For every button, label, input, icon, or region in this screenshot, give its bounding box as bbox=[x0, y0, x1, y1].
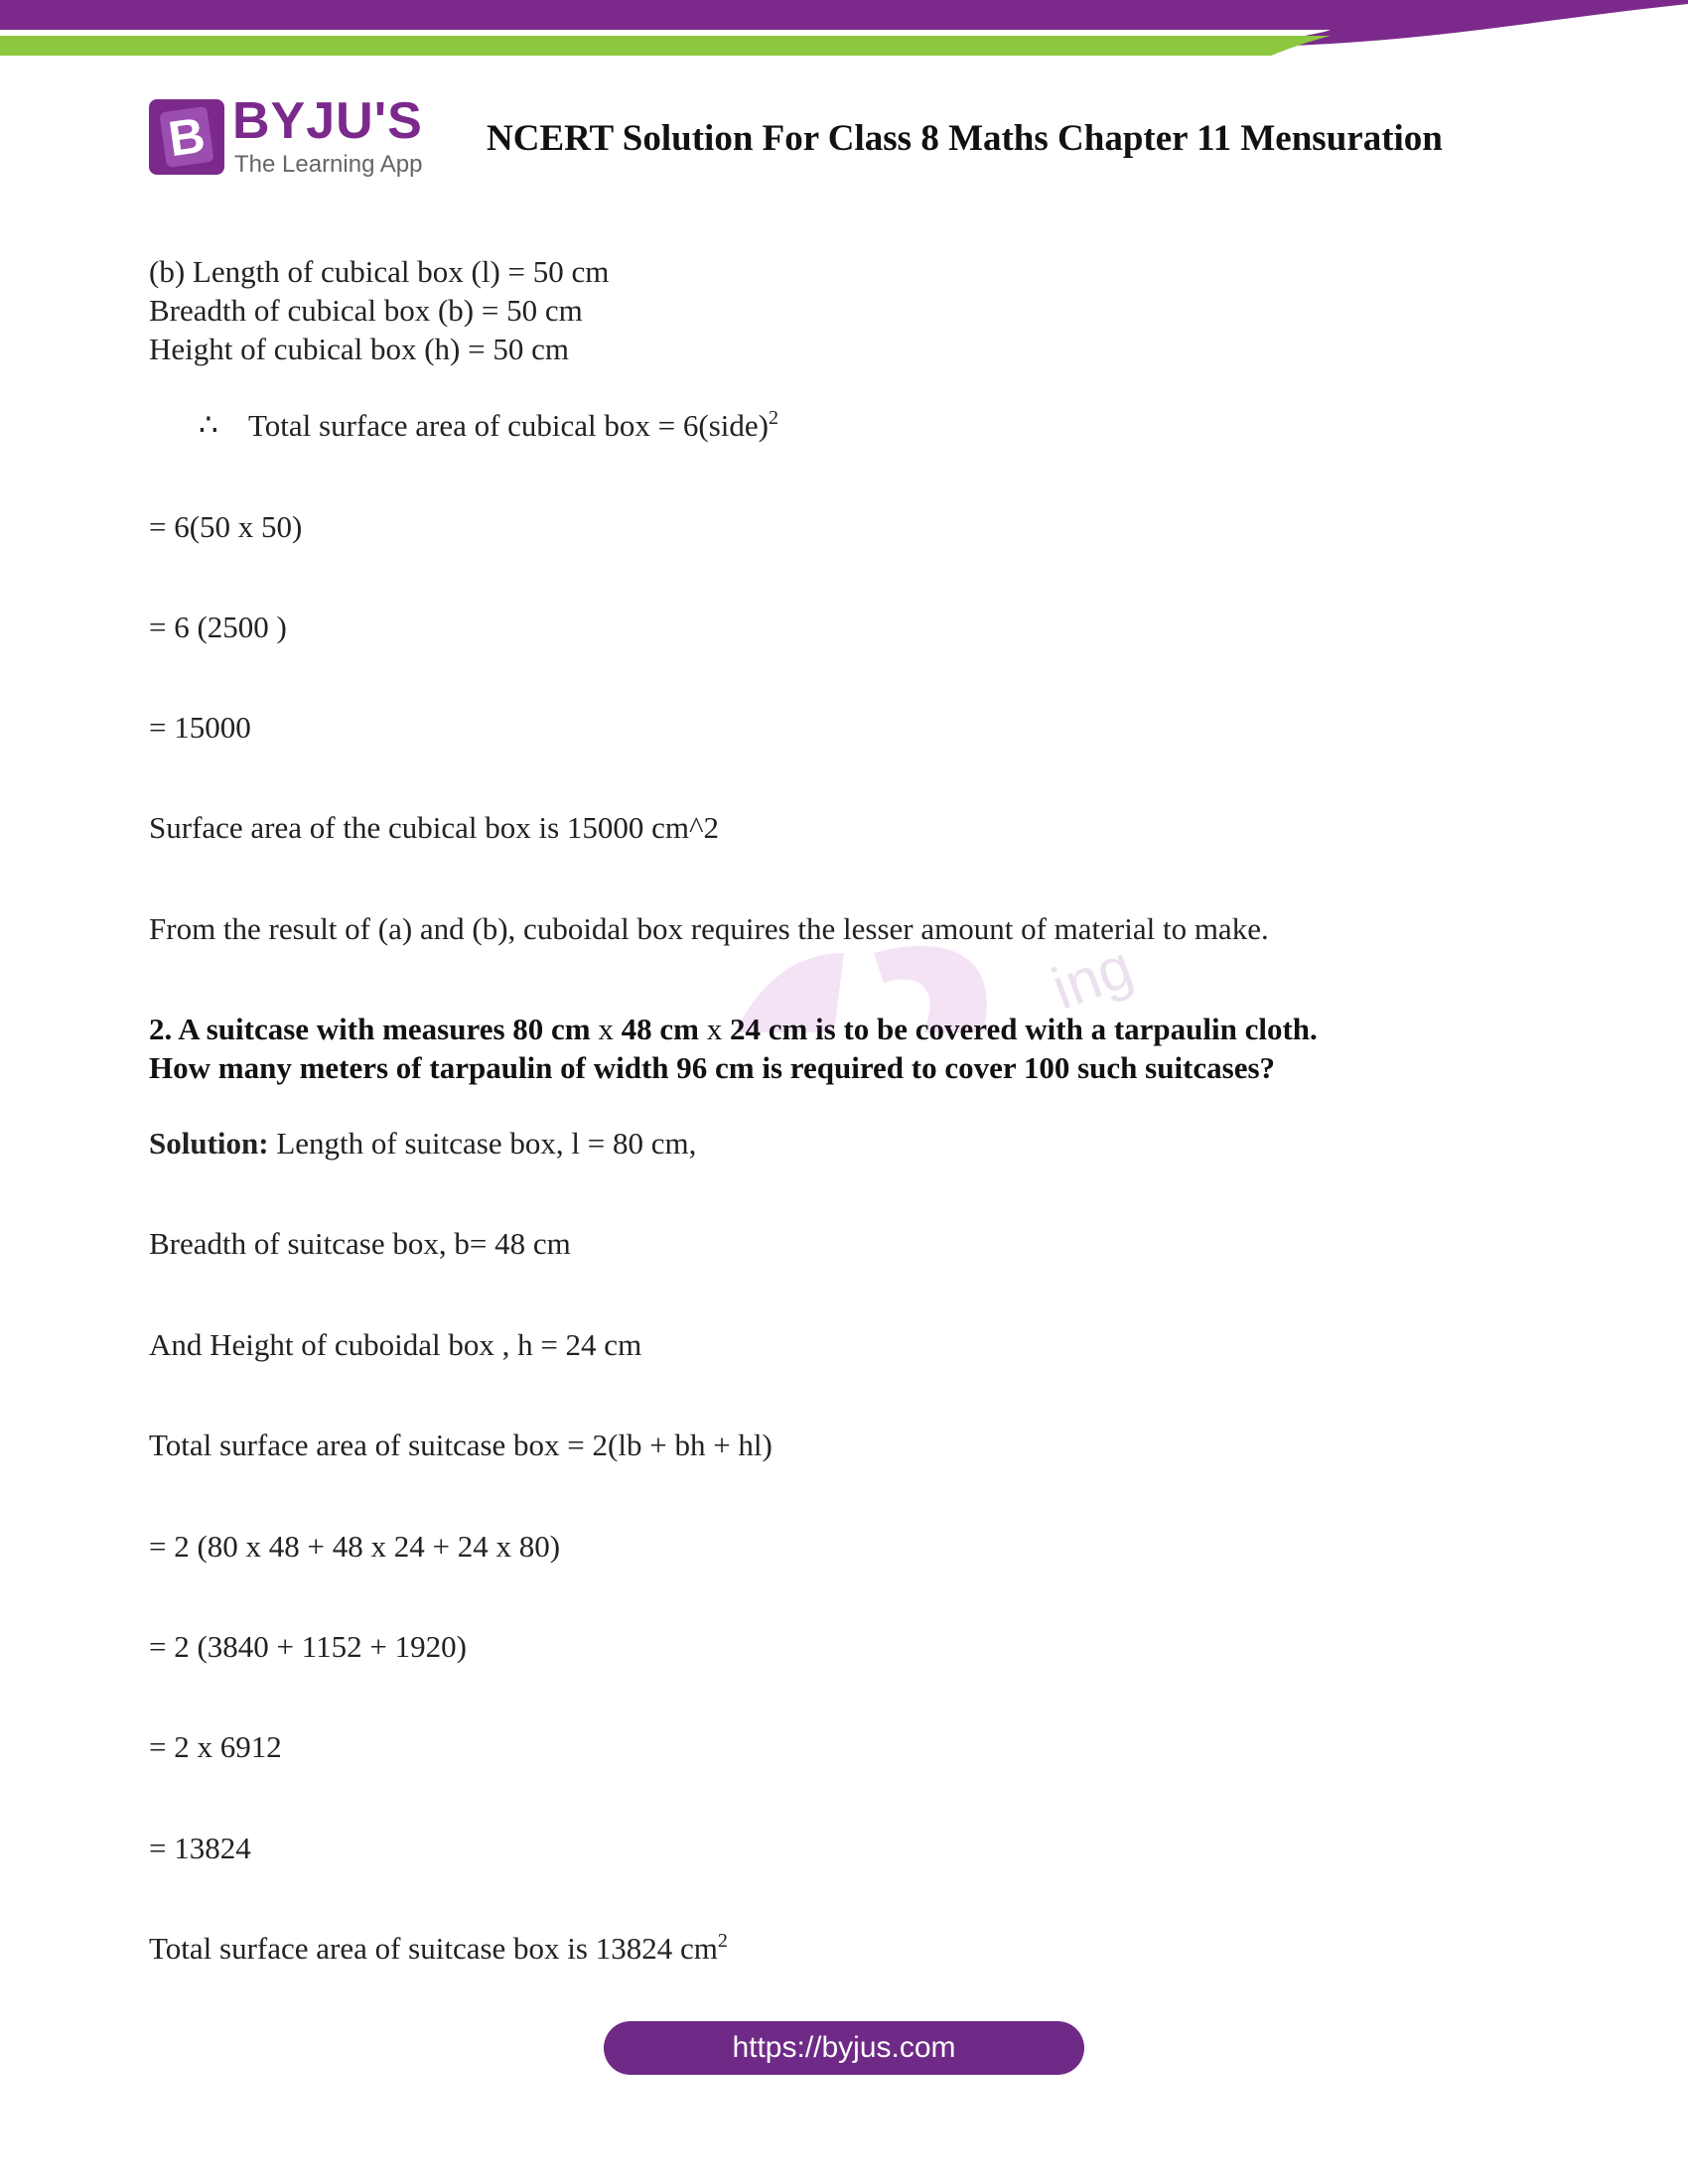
suitcase-result-superscript: 2 bbox=[717, 1930, 728, 1952]
suitcase-step-1: = 2 (80 x 48 + 48 x 24 + 24 x 80) bbox=[149, 1529, 561, 1564]
suitcase-step-4: = 13824 bbox=[149, 1831, 251, 1865]
times-sign: x bbox=[706, 1012, 723, 1046]
watermark-text: ing bbox=[1043, 932, 1142, 1023]
suitcase-tsa-formula: Total surface area of suitcase box = 2(lb + bh + hl) bbox=[149, 1428, 773, 1462]
question-2-text-c: 24 cm is to be covered with a tarpaulin cloth. bbox=[722, 1012, 1318, 1046]
cube-step-2: = 6 (2500 ) bbox=[149, 610, 287, 644]
suitcase-result bbox=[149, 1931, 728, 1967]
cube-step-3: = 15000 bbox=[149, 710, 251, 745]
cube-tsa-formula-text: Total surface area of cubical box = 6(side) bbox=[248, 408, 769, 443]
solution-breadth: Breadth of suitcase box, b= 48 cm bbox=[149, 1226, 571, 1261]
document-title: NCERT Solution For Class 8 Maths Chapter 11 Mensuration bbox=[487, 118, 1443, 159]
cube-tsa-superscript: 2 bbox=[769, 407, 778, 429]
solution-label: Solution: bbox=[149, 1126, 269, 1160]
cube-result: Surface area of the cubical box is 15000 cm^2 bbox=[149, 810, 720, 845]
page-header bbox=[149, 92, 1539, 185]
footer-url-link[interactable]: https://byjus.com bbox=[604, 2021, 1084, 2075]
question-2-line-2: How many meters of tarpaulin of width 96 cm is required to cover 100 such suitcases? bbox=[149, 1050, 1276, 1085]
question-2-text-b: 48 cm bbox=[613, 1012, 707, 1046]
comparison-conclusion: From the result of (a) and (b), cuboidal box requires the lesser amount of material to make. bbox=[149, 911, 1269, 946]
cube-length: (b) Length of cubical box (l) = 50 cm bbox=[149, 254, 610, 289]
logo-icon bbox=[149, 99, 224, 175]
cube-height: Height of cubical box (h) = 50 cm bbox=[149, 332, 569, 366]
cube-breadth: Breadth of cubical box (b) = 50 cm bbox=[149, 293, 583, 328]
therefore-symbol: ∴ bbox=[199, 407, 218, 442]
question-2-text-a: 2. A suitcase with measures 80 cm bbox=[149, 1012, 599, 1046]
solution-length bbox=[149, 1126, 696, 1161]
suitcase-step-3: = 2 x 6912 bbox=[149, 1729, 282, 1764]
question-2-line-1 bbox=[149, 1012, 1318, 1047]
top-banner bbox=[0, 0, 1688, 60]
times-sign: x bbox=[598, 1012, 614, 1046]
logo-name: BYJU'S bbox=[232, 92, 423, 150]
solution-height: And Height of cuboidal box , h = 24 cm bbox=[149, 1327, 642, 1362]
cube-tsa-formula bbox=[248, 408, 778, 444]
logo-letter: B bbox=[159, 106, 213, 168]
solution-length-text: Length of suitcase box, l = 80 cm, bbox=[268, 1126, 697, 1160]
suitcase-step-2: = 2 (3840 + 1152 + 1920) bbox=[149, 1629, 467, 1664]
logo-tagline: The Learning App bbox=[234, 151, 423, 178]
cube-step-1: = 6(50 x 50) bbox=[149, 509, 303, 544]
byjus-logo bbox=[149, 92, 437, 185]
suitcase-result-text: Total surface area of suitcase box is 13824 cm bbox=[149, 1931, 718, 1966]
